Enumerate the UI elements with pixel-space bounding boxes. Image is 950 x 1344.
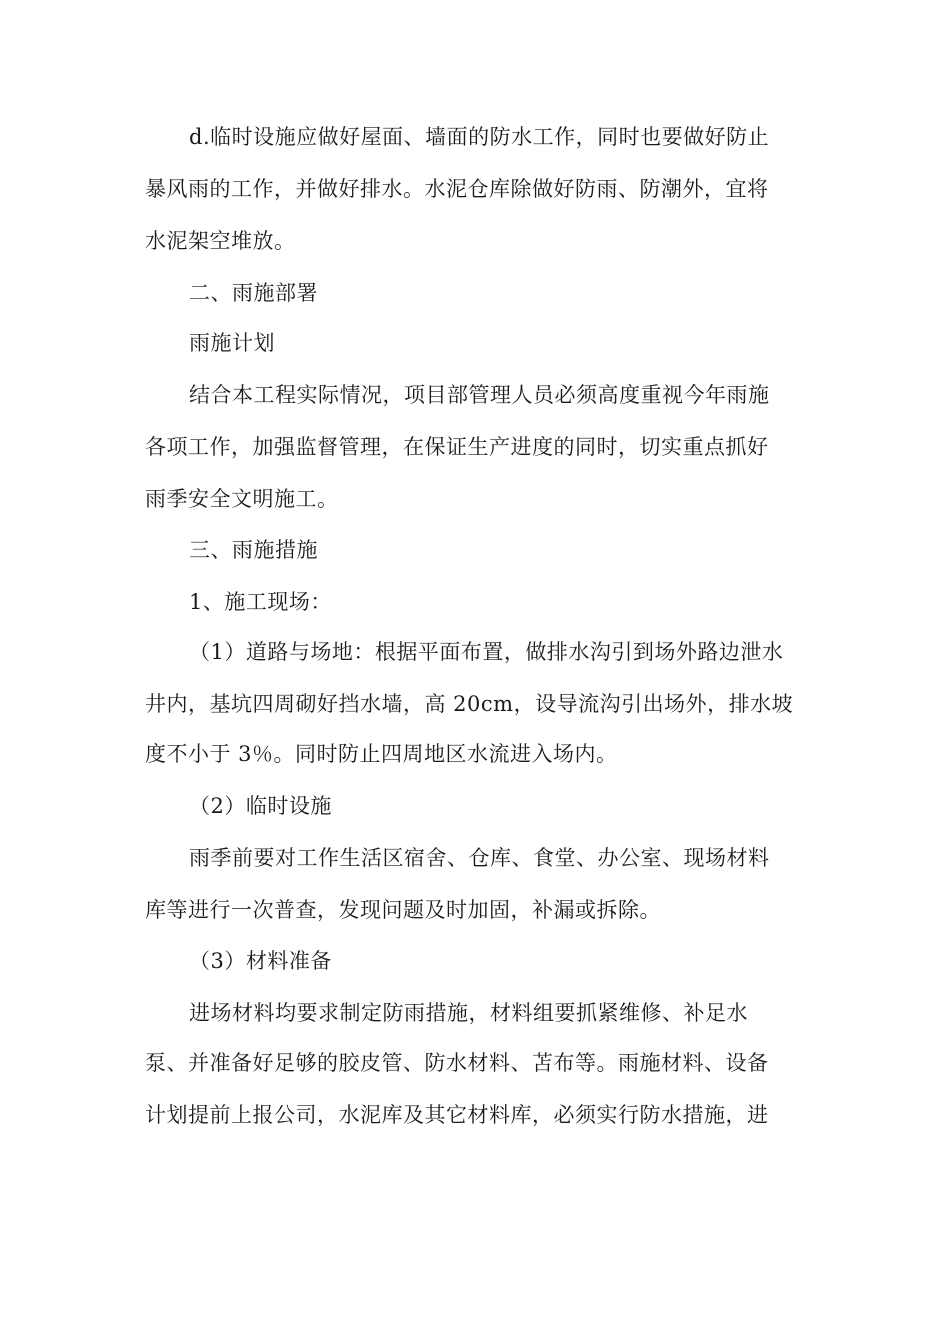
paragraph-line: 各项工作，加强监督管理，在保证生产进度的同时，切实重点抓好 xyxy=(145,435,769,459)
paragraph-line: 度不小于 3％。同时防止四周地区水流进入场内。 xyxy=(145,742,618,766)
section-heading: 二、雨施部署 xyxy=(189,281,318,305)
paragraph-line: 井内，基坑四周砌好挡水墙，高 20cm，设导流沟引出场外，排水坡 xyxy=(145,692,794,716)
paragraph-line: 雨季安全文明施工。 xyxy=(145,487,339,511)
section-heading: 三、雨施措施 xyxy=(189,538,318,562)
paragraph-line: 泵、并准备好足够的胶皮管、防水材料、苫布等。雨施材料、设备 xyxy=(145,1051,769,1075)
paragraph-line: 计划提前上报公司，水泥库及其它材料库，必须实行防水措施，进 xyxy=(145,1103,769,1127)
subsection-heading: （2）临时设施 xyxy=(189,794,332,818)
subsection-heading: （3）材料准备 xyxy=(189,949,332,973)
subsection-heading: 雨施计划 xyxy=(189,331,275,355)
paragraph-line: 进场材料均要求制定防雨措施，材料组要抓紧维修、补足水 xyxy=(189,1001,748,1025)
paragraph-line: 暴风雨的工作，并做好排水。水泥仓库除做好防雨、防潮外，宜将 xyxy=(145,177,769,201)
paragraph-line: 雨季前要对工作生活区宿舍、仓库、食堂、办公室、现场材料 xyxy=(189,846,770,870)
paragraph-line: 库等进行一次普查，发现问题及时加固，补漏或拆除。 xyxy=(145,898,661,922)
paragraph-line: （1）道路与场地：根据平面布置，做排水沟引到场外路边泄水 xyxy=(189,640,784,664)
paragraph-line: d.临时设施应做好屋面、墙面的防水工作，同时也要做好防止 xyxy=(189,125,770,149)
paragraph-line: 水泥架空堆放。 xyxy=(145,229,296,253)
subsection-heading: 1、施工现场： xyxy=(189,590,332,614)
paragraph-line: 结合本工程实际情况，项目部管理人员必须高度重视今年雨施 xyxy=(189,383,770,407)
